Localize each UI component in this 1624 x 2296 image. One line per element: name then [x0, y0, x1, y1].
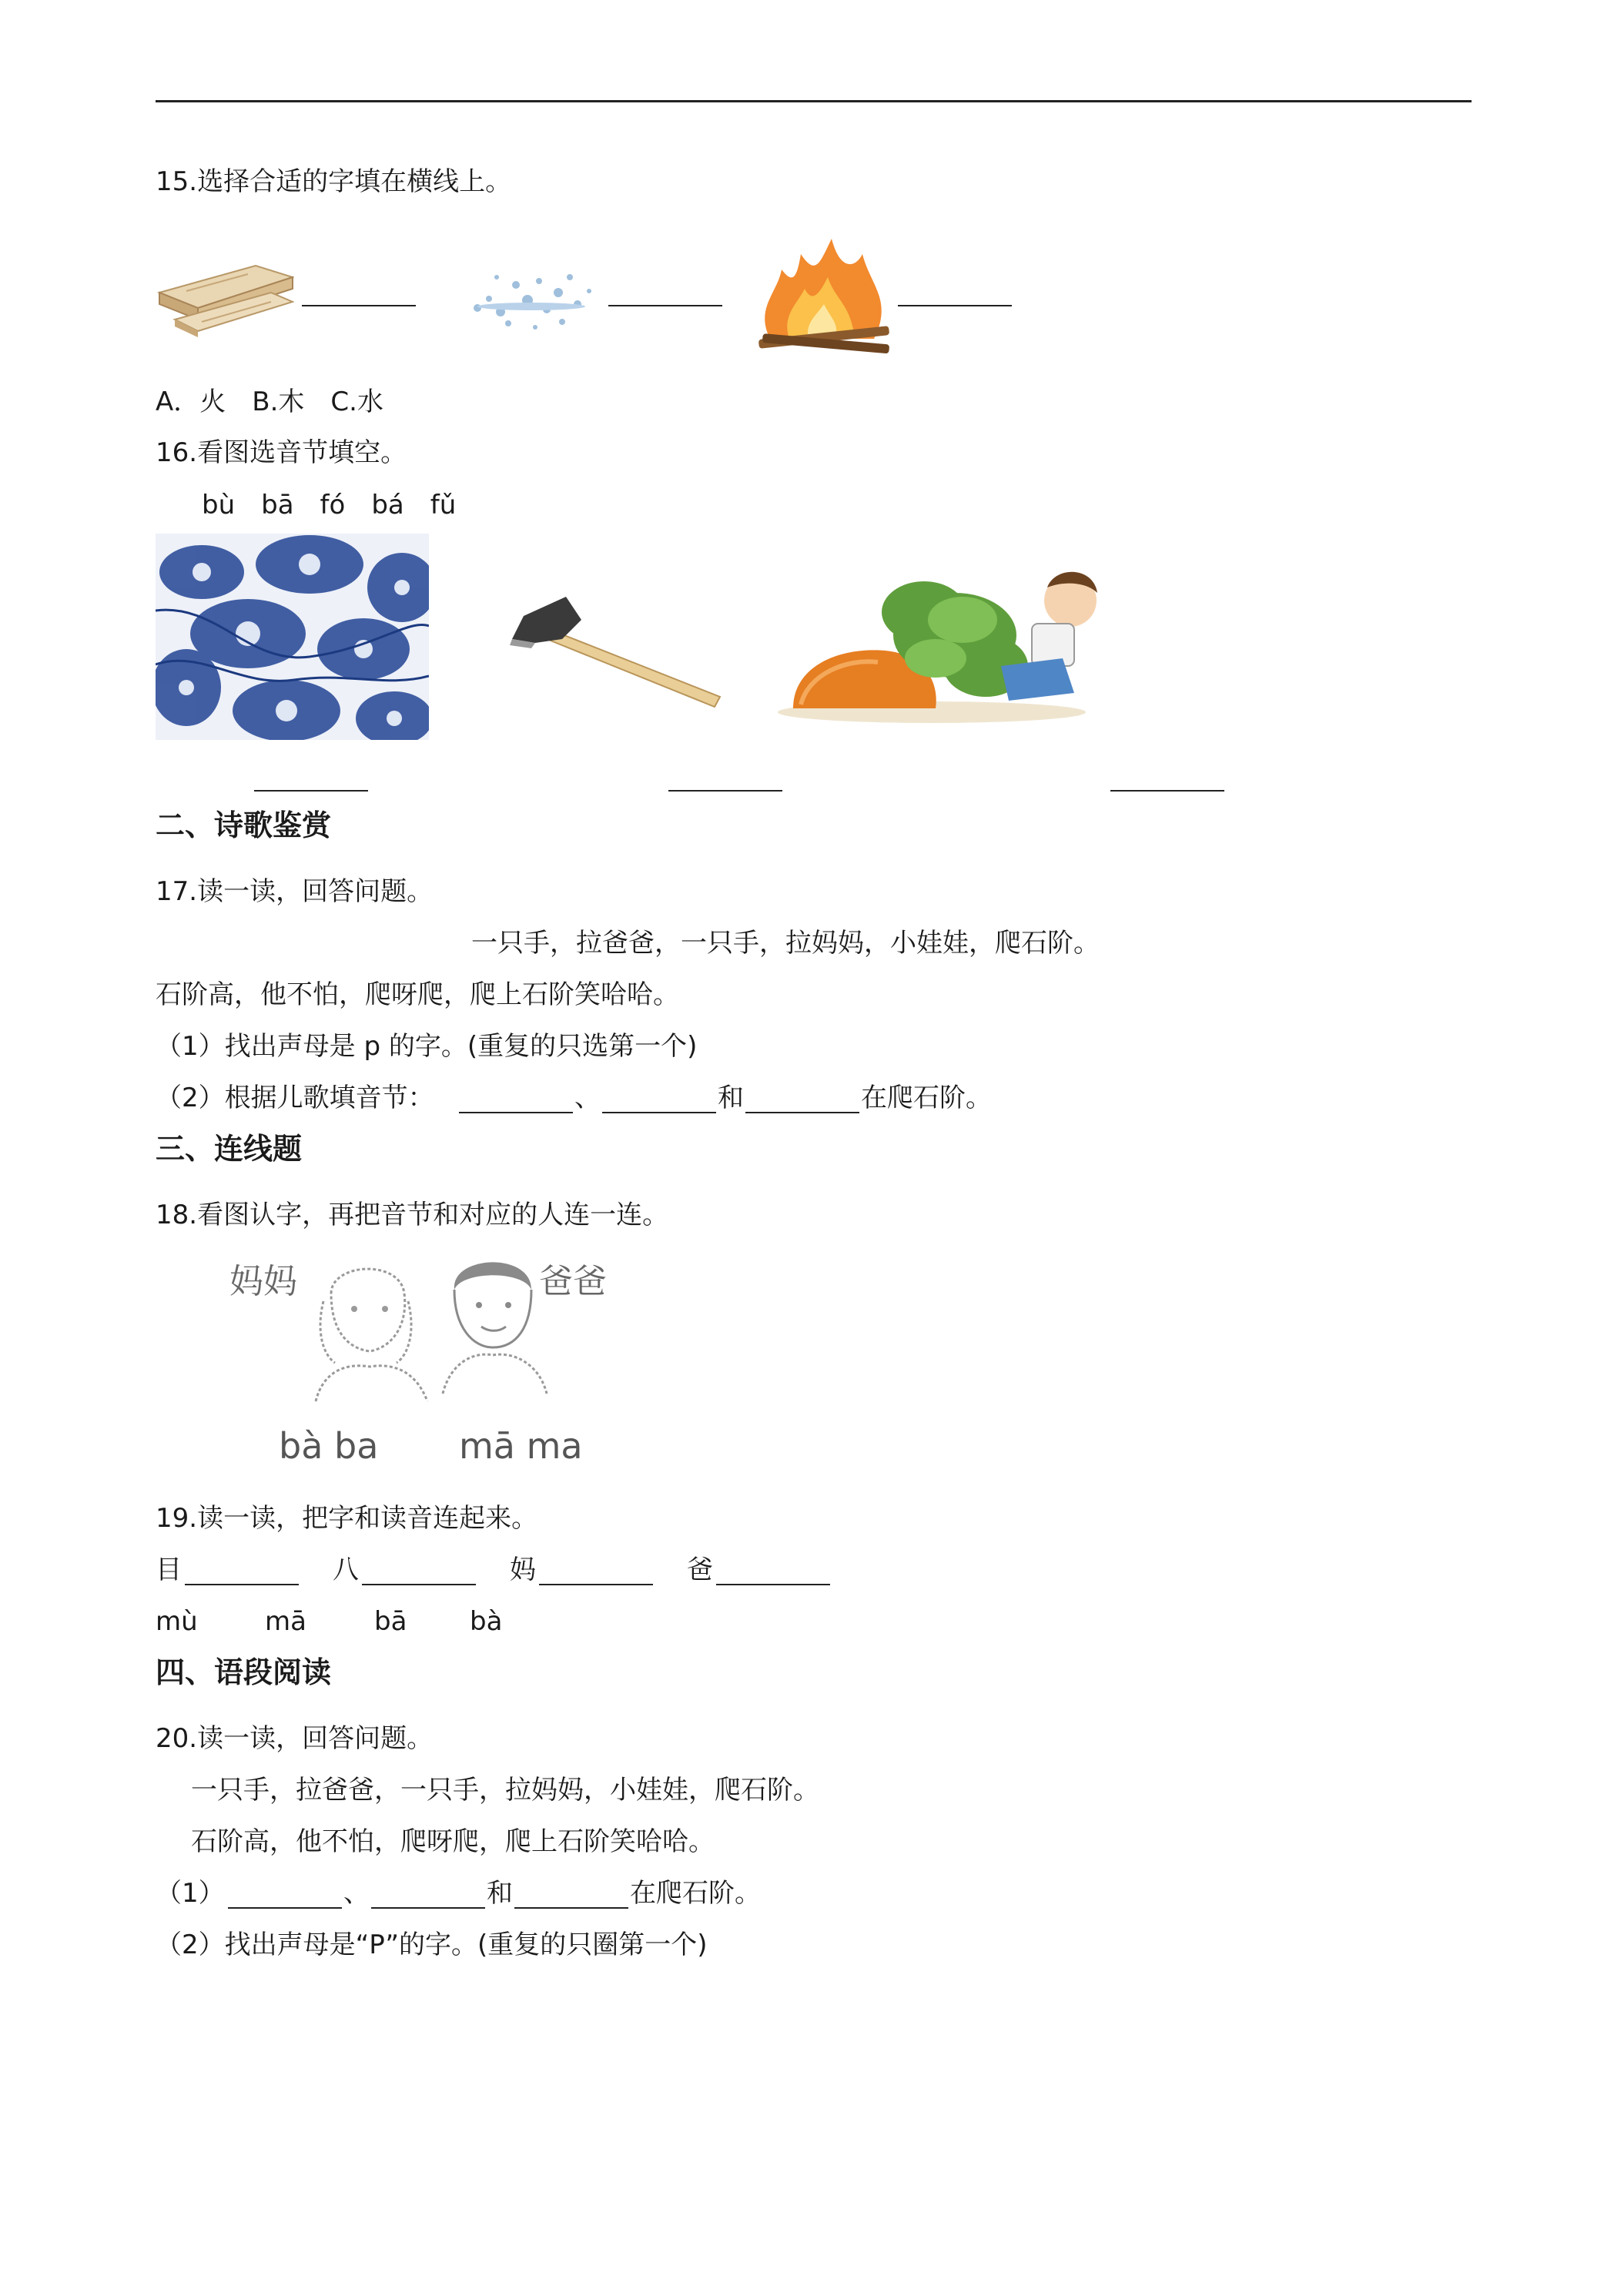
q20-sub-question-2: （2）找出声母是“P”的字。(重复的只圈第一个) — [156, 1930, 708, 1960]
q17-sub-question-2-suffix: 在爬石阶。 — [861, 1083, 992, 1113]
q19-blank-1[interactable] — [185, 1584, 299, 1585]
q15-blank-3[interactable] — [898, 305, 1012, 306]
fire-image — [747, 231, 897, 354]
wood-planks-image — [156, 246, 294, 339]
q18-pinyin-baba: bà ba — [279, 1425, 379, 1467]
q19-char-3: 妈 — [510, 1555, 536, 1585]
q19-char-2: 八 — [333, 1555, 359, 1585]
q20-paragraph-1: 一只手，拉爸爸，一只手，拉妈妈，小娃娃，爬石阶。 — [191, 1775, 819, 1806]
father-drawing-image — [431, 1243, 562, 1397]
water-splash-image — [462, 254, 601, 339]
q16-blank-2[interactable] — [668, 790, 782, 792]
q19-title: 19.读一读，把字和读音连起来。 — [156, 1503, 538, 1534]
q18-title: 18.看图认字，再把音节和对应的人连一连。 — [156, 1200, 669, 1230]
q19-pinyin-4: bà — [470, 1606, 503, 1637]
q19-pinyin-1: mù — [156, 1606, 198, 1637]
q15-options: A．火 B.木 C.水 — [156, 387, 383, 417]
blue-floral-cloth-image — [156, 534, 429, 740]
q20-blank-1[interactable] — [228, 1907, 342, 1909]
q18-label-mama: 妈妈 — [229, 1262, 297, 1301]
axe-image — [508, 585, 732, 708]
q20-blank-3[interactable] — [514, 1907, 628, 1909]
q20-sub-question-1-suffix: 在爬石阶。 — [630, 1878, 761, 1909]
q17-poem-line-2: 石阶高，他不怕，爬呀爬，爬上石阶笑哈哈。 — [156, 979, 679, 1010]
q15-title: 15.选择合适的字填在横线上。 — [156, 166, 512, 197]
q17-poem-line-1: 一只手，拉爸爸，一只手，拉妈妈，小娃娃，爬石阶。 — [471, 928, 1100, 959]
q19-pinyin-2: mā — [265, 1606, 306, 1637]
q17-blank-1[interactable] — [459, 1112, 573, 1113]
q20-sep-1: 、 — [343, 1878, 370, 1909]
header-rule — [156, 100, 1472, 102]
q17-title: 17.读一读，回答问题。 — [156, 876, 434, 907]
q20-sep-2: 和 — [487, 1878, 513, 1909]
section-3-heading: 三、连线题 — [156, 1132, 303, 1166]
q19-pinyin-3: bā — [374, 1606, 407, 1637]
q16-title: 16.看图选音节填空。 — [156, 437, 407, 468]
q16-blank-1[interactable] — [254, 790, 368, 792]
q20-blank-2[interactable] — [371, 1907, 485, 1909]
q17-sub-question-1: （1）找出声母是 p 的字。(重复的只选第一个) — [156, 1031, 698, 1062]
q18-label-baba: 爸爸 — [539, 1262, 607, 1301]
q19-char-4: 爸 — [687, 1555, 713, 1585]
q19-blank-2[interactable] — [362, 1584, 476, 1585]
q15-blank-2[interactable] — [608, 305, 722, 306]
q15-blank-1[interactable] — [302, 305, 416, 306]
q20-paragraph-2: 石阶高，他不怕，爬呀爬，爬上石阶笑哈哈。 — [191, 1826, 715, 1857]
q19-blank-4[interactable] — [716, 1584, 830, 1585]
q20-title: 20.读一读，回答问题。 — [156, 1723, 434, 1754]
q18-pinyin-mama: mā ma — [459, 1425, 583, 1467]
q17-sep-2: 和 — [718, 1083, 744, 1113]
section-4-heading: 四、语段阅读 — [156, 1655, 332, 1689]
q19-blank-3[interactable] — [539, 1584, 653, 1585]
q17-blank-3[interactable] — [745, 1112, 859, 1113]
q20-sub-question-1-prefix: （1） — [156, 1878, 225, 1909]
q16-syllables: bù bā fó bá fǔ — [202, 490, 457, 520]
mother-drawing-image — [300, 1255, 439, 1409]
q19-char-1: 目 — [156, 1555, 182, 1585]
section-2-heading: 二、诗歌鉴赏 — [156, 808, 332, 842]
q17-sub-question-2-prefix: （2）根据儿歌填音节： — [156, 1083, 434, 1113]
boy-pulling-radish-image — [778, 558, 1147, 728]
q16-blank-3[interactable] — [1110, 790, 1224, 792]
q17-sep-1: 、 — [574, 1083, 601, 1113]
q17-blank-2[interactable] — [602, 1112, 716, 1113]
